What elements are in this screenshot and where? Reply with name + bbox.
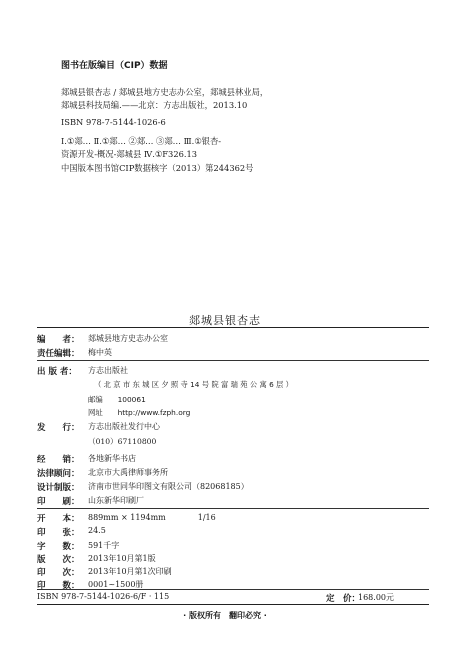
cip-line: ISBN 978-7-5144-1026-6 xyxy=(61,117,166,127)
sheets-value: 24.5 xyxy=(88,526,106,535)
book-title: 郯城县银杏志 xyxy=(189,314,261,327)
legal-counsel-value: 北京市大禹律师事务所 xyxy=(88,468,168,477)
isbn-footer: ISBN 978-7-5144-1026-6/F · 115 xyxy=(37,592,170,601)
responsible-editor-label: 责任编辑： xyxy=(37,349,80,359)
printing-label: 印 刷： xyxy=(37,497,80,507)
word-count-label: 字 数： xyxy=(37,542,80,552)
format-label: 开 本： xyxy=(37,514,80,524)
price-value: 168.00元 xyxy=(358,593,394,602)
publisher-name: 方志出版社 xyxy=(88,366,128,375)
publisher-website: 网址 http://www.fzph.org xyxy=(88,408,191,417)
divider xyxy=(37,589,429,590)
printing-value: 山东新华印刷厂 xyxy=(88,496,144,505)
impression-label: 印 次： xyxy=(37,568,80,578)
publisher-postcode: 邮编 100061 xyxy=(88,395,146,404)
editor-label: 编 者： xyxy=(37,335,80,345)
dealer-value: 各地新华书店 xyxy=(88,454,136,463)
footer-rule xyxy=(37,604,429,605)
editor-value: 郯城县地方史志办公室 xyxy=(88,334,168,343)
format-value: 889mm × 1194mm 1/16 xyxy=(88,513,216,522)
distribution-label: 发 行： xyxy=(37,423,80,433)
title-rule xyxy=(37,327,429,328)
design-value: 济南市世同华印图文有限公司（82068185） xyxy=(88,482,249,491)
distribution-name: 方志出版社发行中心 xyxy=(88,422,160,431)
legal-counsel-label: 法律顾问： xyxy=(37,469,80,479)
distribution-phone: （010）67110800 xyxy=(88,437,157,446)
print-run-value: 0001~1500册 xyxy=(88,580,144,589)
divider xyxy=(37,360,429,361)
impression-value: 2013年10月第1次印刷 xyxy=(88,567,172,576)
design-label: 设计制版： xyxy=(37,483,80,493)
responsible-editor-value: 梅中英 xyxy=(88,348,112,357)
price-label: 定 价： xyxy=(326,594,361,604)
edition-label: 版 次： xyxy=(37,555,80,565)
cip-line: 郯城县科技局编.——北京：方志出版社，2013.10 xyxy=(61,100,248,110)
rights-notice: · 版权所有 翻印必究 · xyxy=(183,611,267,620)
cip-line: 郯城县银杏志 / 郯城县地方史志办公室，郯城县林业局， xyxy=(61,87,269,97)
sheets-label: 印 张： xyxy=(37,528,80,538)
dealer-label: 经 销： xyxy=(37,455,80,465)
cip-line: 资源开发-概况-郯城县 Ⅳ.①F326.13 xyxy=(61,149,198,159)
print-run-label: 印 数： xyxy=(37,581,80,591)
publisher-label: 出 版 者： xyxy=(37,367,77,377)
cip-heading: 图书在版编目（CIP）数据 xyxy=(61,61,168,71)
word-count-value: 591千字 xyxy=(88,541,120,550)
publisher-address: （ 北 京 市 东 城 区 夕 照 寺 14 号 院 富 瑞 苑 公 寓 6 层 ） xyxy=(94,380,293,389)
divider xyxy=(37,508,429,509)
edition-value: 2013年10月第1版 xyxy=(88,554,156,563)
cip-line: 中国版本图书馆CIP数据核字（2013）第244362号 xyxy=(61,163,254,173)
cip-line: Ⅰ.①郯… Ⅱ.①郯… ②郯… ③郯… Ⅲ.①银杏- xyxy=(61,136,222,146)
